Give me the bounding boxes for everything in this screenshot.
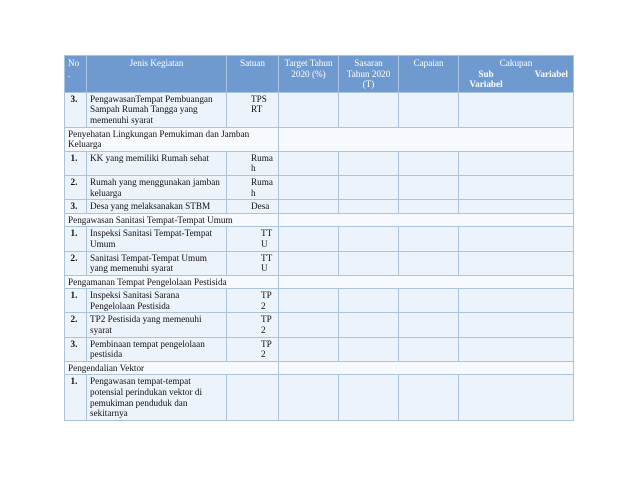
table-body (65, 92, 574, 420)
row-sasaran (339, 251, 399, 275)
row-capaian (399, 313, 459, 337)
row-number: 1. (65, 289, 87, 313)
table-header-row (65, 56, 574, 93)
row-cakupan (459, 313, 574, 337)
row-satuan: Desa (227, 200, 279, 214)
header-jenis-kegiatan: Jenis Kegiatan (87, 56, 227, 93)
header-variabel: Variabel (534, 68, 568, 79)
row-cakupan (459, 227, 574, 251)
section-row (65, 127, 574, 151)
row-number: 3. (65, 92, 87, 127)
row-target (279, 251, 339, 275)
row-capaian (399, 92, 459, 127)
table-row (65, 200, 574, 214)
row-target (279, 375, 339, 420)
row-cakupan (459, 375, 574, 420)
row-jenis-kegiatan: Inspeksi Sanitasi Sarana Pengelolaan Pestisida (87, 289, 227, 313)
row-target (279, 289, 339, 313)
section-empty-cell (279, 127, 574, 151)
header-sasaran: Sasaran Tahun 2020 (T) (339, 56, 399, 93)
row-satuan: TP2 (227, 289, 279, 313)
row-cakupan (459, 289, 574, 313)
row-jenis-kegiatan: PengawasanTempat Pembuangan Sampah Rumah Tangga yang memenuhi syarat (87, 92, 227, 127)
row-capaian (399, 200, 459, 214)
row-jenis-kegiatan: Pengawasan tempat-tempat potensial perindukan vektor di pemukiman penduduk dan sekitarnya (87, 375, 227, 420)
row-capaian (399, 251, 459, 275)
row-target (279, 175, 339, 199)
row-satuan: TP2 (227, 337, 279, 361)
row-number: 3. (65, 337, 87, 361)
table-row (65, 375, 574, 420)
header-no: No . (65, 56, 87, 93)
section-empty-cell (279, 213, 574, 227)
row-satuan: TTU (227, 251, 279, 275)
row-sasaran (339, 375, 399, 420)
header-cakupan (459, 56, 574, 93)
row-jenis-kegiatan: TP2 Pestisida yang memenuhi syarat (87, 313, 227, 337)
row-number: 2. (65, 251, 87, 275)
header-target: Target Tahun 2020 (%) (279, 56, 339, 93)
section-label: Pengendalian Vektor (65, 361, 279, 375)
row-satuan: Rumah (227, 151, 279, 175)
row-target (279, 313, 339, 337)
row-sasaran (339, 200, 399, 214)
row-sasaran (339, 92, 399, 127)
row-target (279, 151, 339, 175)
table-row (65, 227, 574, 251)
row-number: 2. (65, 175, 87, 199)
row-target (279, 227, 339, 251)
row-cakupan (459, 200, 574, 214)
row-satuan: TTU (227, 227, 279, 251)
header-cakupan-label: Cakupan (499, 58, 533, 68)
row-number: 1. (65, 151, 87, 175)
row-capaian (399, 151, 459, 175)
row-sasaran (339, 337, 399, 361)
row-cakupan (459, 251, 574, 275)
row-capaian (399, 227, 459, 251)
table-row (65, 175, 574, 199)
row-satuan (227, 375, 279, 420)
row-number: 1. (65, 375, 87, 420)
header-capaian: Capaian (399, 56, 459, 93)
header-satuan: Satuan (227, 56, 279, 93)
row-number: 1. (65, 227, 87, 251)
row-sasaran (339, 151, 399, 175)
row-jenis-kegiatan: Rumah yang menggunakan jamban keluarga (87, 175, 227, 199)
row-satuan: TP2 (227, 313, 279, 337)
section-label: Pengawasan Sanitasi Tempat-Tempat Umum (65, 213, 279, 227)
row-satuan: TPS RT (227, 92, 279, 127)
row-number: 2. (65, 313, 87, 337)
row-sasaran (339, 227, 399, 251)
row-capaian (399, 337, 459, 361)
table-row (65, 92, 574, 127)
table-row (65, 313, 574, 337)
row-target (279, 337, 339, 361)
table-row (65, 289, 574, 313)
header-sub-variabel: Sub Variabel (469, 68, 503, 90)
section-row (65, 275, 574, 289)
section-row (65, 361, 574, 375)
row-sasaran (339, 313, 399, 337)
table-row (65, 151, 574, 175)
row-jenis-kegiatan: Inspeksi Sanitasi Tempat-Tempat Umum (87, 227, 227, 251)
row-sasaran (339, 175, 399, 199)
row-number: 3. (65, 200, 87, 214)
section-label: Penyehatan Lingkungan Pemukiman dan Jamban Keluarga (65, 127, 279, 151)
table-row (65, 251, 574, 275)
row-sasaran (339, 289, 399, 313)
row-jenis-kegiatan: KK yang memiliki Rumah sehat (87, 151, 227, 175)
row-jenis-kegiatan: Pembinaan tempat pengelolaan pestisida (87, 337, 227, 361)
row-target (279, 92, 339, 127)
section-label: Pengamanan Tempat Pengelolaan Pestisida (65, 275, 279, 289)
table-row (65, 337, 574, 361)
section-row (65, 213, 574, 227)
row-cakupan (459, 175, 574, 199)
row-cakupan (459, 151, 574, 175)
activity-table (64, 55, 574, 421)
row-cakupan (459, 337, 574, 361)
row-jenis-kegiatan: Desa yang melaksanakan STBM (87, 200, 227, 214)
row-capaian (399, 375, 459, 420)
row-target (279, 200, 339, 214)
row-capaian (399, 175, 459, 199)
row-satuan: Rumah (227, 175, 279, 199)
section-empty-cell (279, 275, 574, 289)
row-capaian (399, 289, 459, 313)
row-cakupan (459, 92, 574, 127)
section-empty-cell (279, 361, 574, 375)
row-jenis-kegiatan: Sanitasi Tempat-Tempat Umum yang memenuhi syarat (87, 251, 227, 275)
